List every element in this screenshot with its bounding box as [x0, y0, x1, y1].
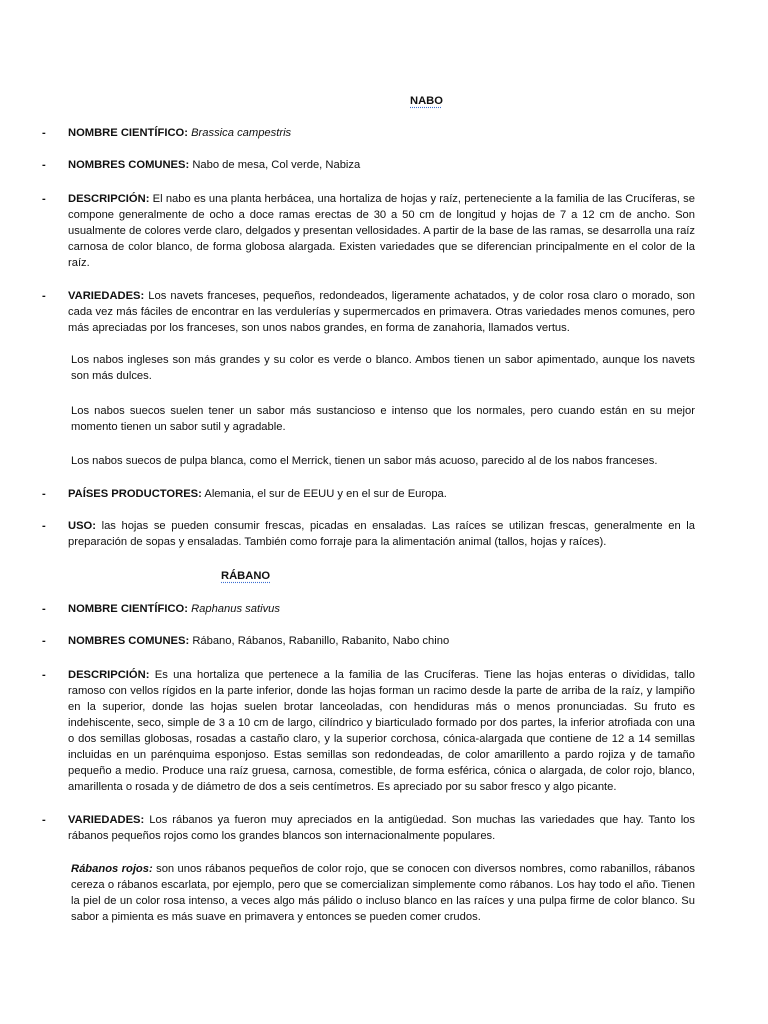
bullet: - [42, 814, 46, 826]
nabo-paises [68, 486, 695, 502]
field-label: VARIEDADES: [68, 814, 145, 826]
rabano-nombre-cientifico [68, 601, 695, 617]
rabano-rojos-paragraph [71, 861, 695, 925]
field-label: DESCRIPCIÓN: [68, 669, 150, 681]
field-value: Alemania, el sur de EEUU y en el sur de Europa. [204, 488, 447, 500]
field-label: NOMBRE CIENTÍFICO: [68, 127, 188, 139]
field-label: VARIEDADES: [68, 290, 145, 302]
rabano-title: RÁBANO [221, 570, 271, 582]
field-value: El nabo es una planta herbácea, una hortaliza de hojas y raíz, perteneciente a la familia de las Crucíferas, se compone generalmente de ocho a doce ramas erectas de 30 a 50 cm de longitud y hojas de 7 a 12 cm de ancho. Son usualmente de colores verde claro, delgados y presentan vellosidades. A partir de la base de las ramas, se desarrolla una raíz carnosa de color blanco, de forma globosa alargada. Existen variedades que se diferencian principalmente en el color de la raíz. [68, 193, 696, 269]
field-value: Los navets franceses, pequeños, redondeados, ligeramente achatados, y de color rosa claro o morado, son cada vez más fáciles de encontrar en las verdulerías y supermercados en primavera. Otras variedades menos comunes, pero más apreciadas por los franceses, son unos nabos grandes, en forma de zanahoria, llamados vertus. [68, 290, 695, 334]
field-value: Los rábanos ya fueron muy apreciados en la antigüedad. Son muchas las variedades que hay. Tanto los rábanos pequeños rojos como los grandes blancos son internacionalmente populares. [68, 814, 695, 842]
nabo-nombre-cientifico [68, 125, 695, 141]
bullet: - [42, 159, 46, 171]
bullet: - [42, 290, 46, 302]
bullet: - [42, 520, 46, 532]
nabo-descripcion [68, 191, 695, 271]
rabano-descripcion [68, 667, 695, 795]
bullet: - [42, 603, 46, 615]
bullet: - [42, 488, 46, 500]
nabo-merrick-paragraph: Los nabos suecos de pulpa blanca, como el Merrick, tienen un sabor más acuoso, parecido al de los nabos franceses. [71, 455, 658, 467]
bullet: - [42, 635, 46, 647]
field-value: las hojas se pueden consumir frescas, picadas en ensaladas. Las raíces se utilizan frescas, generalmente en la preparación de sopas y ensaladas. También como forraje para la alimentación animal (tallos, hojas y raíces). [68, 520, 695, 548]
field-label: USO: [68, 520, 96, 532]
field-value: Brassica campestris [191, 127, 292, 139]
field-label: Rábanos rojos: [71, 863, 153, 875]
nabo-variedades [68, 288, 695, 336]
field-label: PAÍSES PRODUCTORES: [68, 488, 202, 500]
field-value: Nabo de mesa, Col verde, Nabiza [192, 159, 361, 171]
nabo-title: NABO [410, 95, 443, 107]
bullet: - [42, 127, 46, 139]
field-value: son unos rábanos pequeños de color rojo, que se conocen con diversos nombres, como rabanillos, rábanos cereza o rábanos escarlata, por ejemplo, pero que se comercializan simplemente como rábanos. Los hay todo el año. Tienen la piel de un color rosa intenso, a veces algo más pálido o incluso blanco en las raíces y una pulpa firme de color blanco. Su sabor a pimienta es más suave en primavera y entonces se pueden comer crudos. [71, 863, 696, 923]
field-label: DESCRIPCIÓN: [68, 193, 150, 205]
bullet: - [42, 193, 46, 205]
field-value: Rábano, Rábanos, Rabanillo, Rabanito, Nabo chino [192, 635, 450, 647]
rabano-nombres-comunes [68, 633, 695, 649]
bullet: - [42, 669, 46, 681]
rabano-variedades [68, 812, 695, 844]
nabo-ingleses-paragraph: Los nabos ingleses son más grandes y su color es verde o blanco. Ambos tienen un sabor apimentado, aunque los navets son más dulces. [71, 354, 695, 382]
nabo-suecos-paragraph: Los nabos suecos suelen tener un sabor más sustancioso e intenso que los normales, pero cuando están en su mejor momento tienen un sabor sutil y agradable. [71, 405, 695, 433]
field-label: NOMBRE CIENTÍFICO: [68, 603, 188, 615]
field-label: NOMBRES COMUNES: [68, 159, 190, 171]
field-value: Es una hortaliza que pertenece a la familia de las Crucíferas. Tiene las hojas enteras o divididas, tallo ramoso con vellos rígidos en la parte inferior, donde las hojas forman un racimo desde la parte de arriba de la raíz, y lampiño en la superior, donde las hojas suelen brotar lanceoladas, con hendiduras más o menos pronunciadas. Su fruto es indehiscente, seco, simple de 3 a 10 cm de largo, cilíndrico y biarticulado formado por dos partes, la inferior atrofiada con una o dos semillas globosas, rosadas a castaño claro, y la superior corchosa, cónica-alargada que contiene de 12 a 14 semillas incluidas en un parénquima esponjoso. Estas semillas son redondeadas, de color amarillento a pardo rojiza y de tamaño pequeño a medio. Produce una raíz gruesa, carnosa, comestible, de forma esférica, cónica o alargada, de color rojo, blanco, amarillenta o rosada y de diámetro de dos a seis centímetros. Es apreciado por su sabor fresco y algo picante. [68, 669, 695, 793]
field-label: NOMBRES COMUNES: [68, 635, 190, 647]
nabo-uso [68, 518, 695, 550]
nabo-nombres-comunes [68, 157, 695, 173]
field-value: Raphanus sativus [191, 603, 280, 615]
